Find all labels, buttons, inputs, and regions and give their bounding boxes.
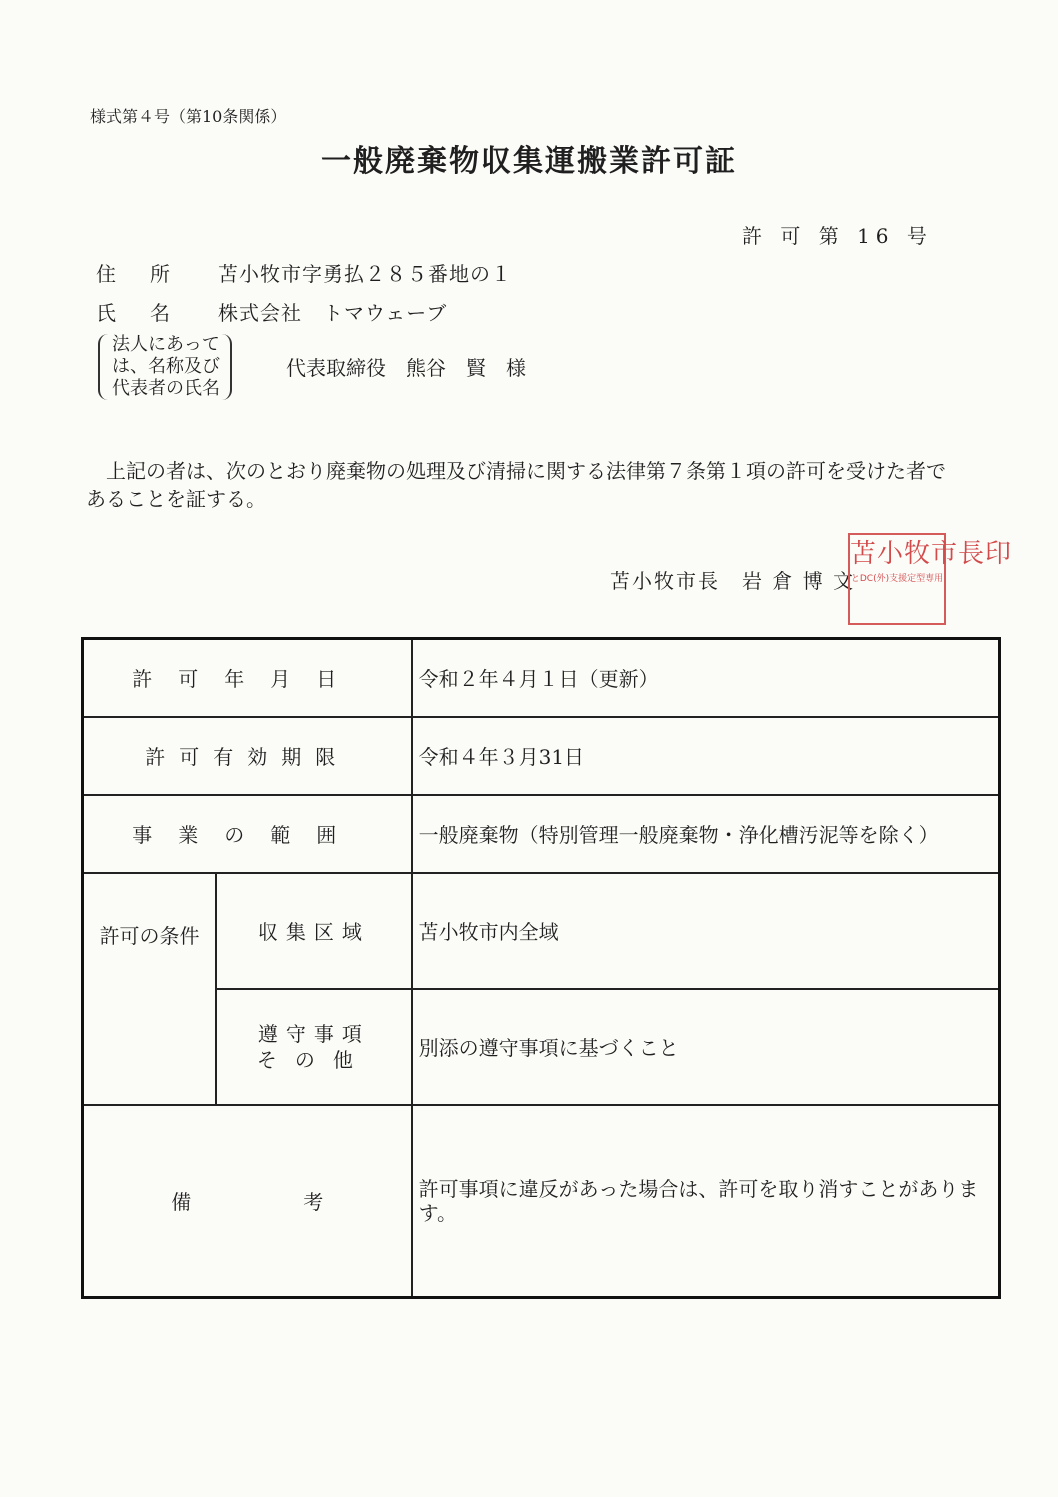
form-number: 様式第４号（第10条関係） bbox=[90, 107, 287, 126]
conditions-label: 許可の条件 bbox=[83, 873, 217, 1105]
table-row bbox=[83, 1105, 1000, 1298]
table-row bbox=[83, 873, 1000, 989]
document-title: 一般廃棄物収集運搬業許可証 bbox=[321, 144, 737, 179]
seal-text: 苫小牧市長印 bbox=[850, 539, 1013, 569]
representative: 代表取締役 熊谷 賢 様 bbox=[286, 356, 526, 380]
row-value: 令和２年４月１日（更新） bbox=[412, 639, 1000, 717]
row-label: 許可有効期限 bbox=[83, 717, 412, 795]
row-value: 令和４年３月31日 bbox=[412, 717, 1000, 795]
collection-area-label: 収集区域 bbox=[216, 873, 411, 989]
remarks-value: 許可事項に違反があった場合は、許可を取り消すことがあります。 bbox=[412, 1105, 1000, 1298]
row-label: 事業の範囲 bbox=[83, 795, 412, 873]
permit-number: 許 可 第 16 号 bbox=[742, 224, 933, 248]
row-value: 一般廃棄物（特別管理一般廃棄物・浄化槽汚泥等を除く） bbox=[412, 795, 1000, 873]
certification-statement: 上記の者は、次のとおり廃棄物の処理及び清掃に関する法律第７条第１項の許可を受けた者であることを証する。 bbox=[86, 459, 946, 511]
corporate-note-line: 代表者の氏名 bbox=[112, 378, 220, 399]
remarks-label-char: 備 bbox=[171, 1190, 192, 1215]
seal-subtext: とDC(外)支援定型専用 bbox=[850, 574, 944, 584]
name-label: 氏名 bbox=[96, 301, 204, 325]
remarks-label-char: 考 bbox=[303, 1190, 324, 1215]
table-row bbox=[83, 717, 1000, 795]
compliance-value: 別添の遵守事項に基づくこと bbox=[412, 989, 1000, 1105]
row-label: 許可年月日 bbox=[83, 639, 412, 717]
compliance-label bbox=[216, 989, 411, 1105]
remarks-label bbox=[83, 1105, 412, 1298]
corporate-note-line: は、名称及び bbox=[112, 356, 220, 377]
corporate-note bbox=[98, 334, 232, 400]
compliance-label-line: 遵守事項 bbox=[257, 1021, 370, 1046]
name-value: 株式会社 トマウェーブ bbox=[218, 301, 448, 325]
corporate-note-line: 法人にあって bbox=[112, 334, 220, 355]
address-value: 苫小牧市字勇払２８５番地の１ bbox=[218, 262, 512, 286]
official-seal bbox=[848, 533, 1013, 625]
compliance-label-line: その他 bbox=[256, 1047, 371, 1072]
collection-area-value: 苫小牧市内全域 bbox=[412, 873, 1000, 989]
address-label: 住所 bbox=[96, 262, 204, 286]
issuer-mayor: 苫小牧市長 岩 倉 博 文 bbox=[610, 569, 856, 593]
table-row bbox=[83, 639, 1000, 717]
permit-table bbox=[81, 637, 1001, 1299]
table-row bbox=[83, 795, 1000, 873]
table-row bbox=[83, 989, 1000, 1105]
